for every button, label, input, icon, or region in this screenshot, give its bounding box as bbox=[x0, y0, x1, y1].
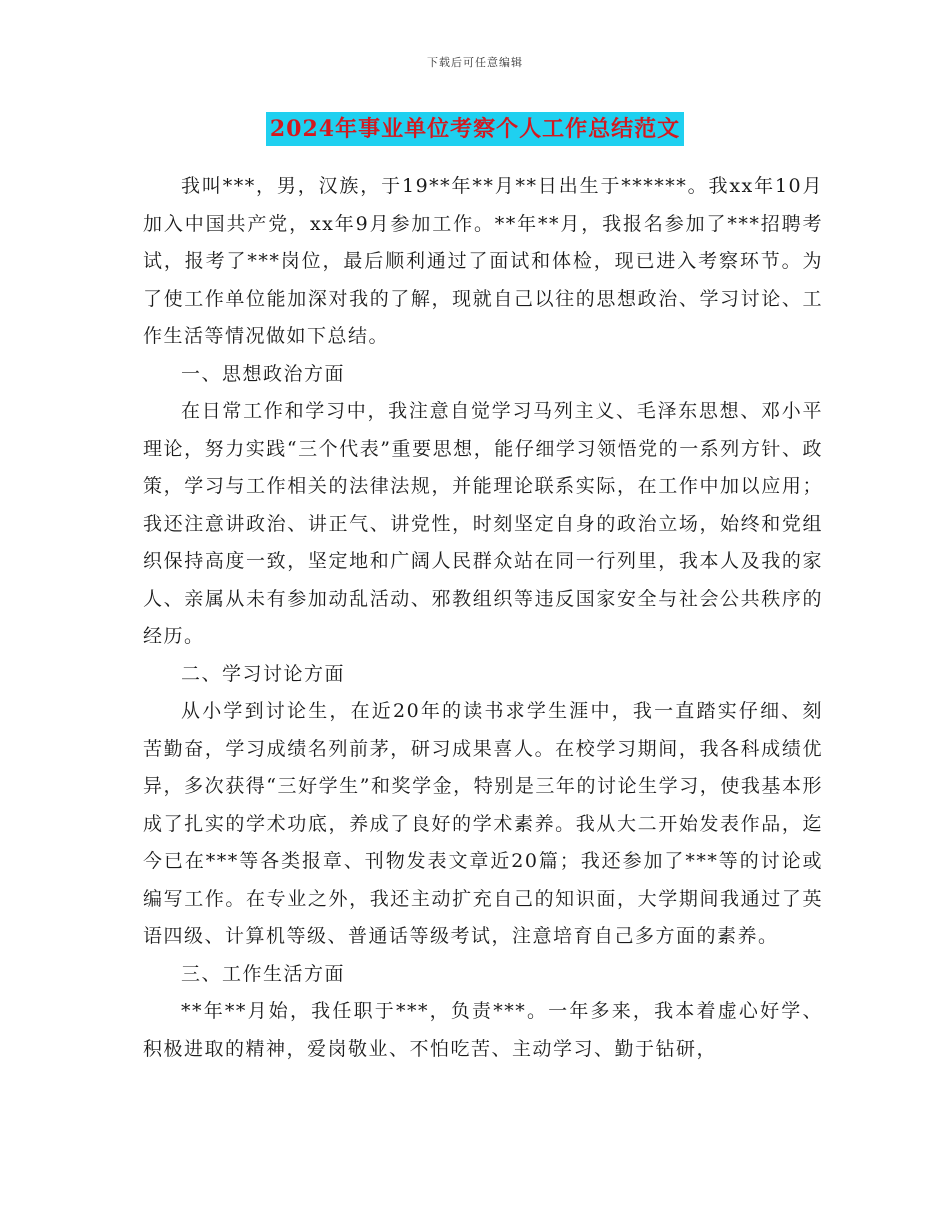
section-paragraph-study: 从小学到讨论生，在近20年的读书求学生涯中，我一直踏实仔细、刻苦勤奋，学习成绩名列前茅，研习成果喜人。在校学习期间，我各科成绩优异，多次获得“三好学生”和奖学金，特别是三年的讨论生学习，使我基本形成了扎实的学术功底，养成了良好的学术素养。我从大二开始发表作品，迄今已在***等各类报章、刊物发表文章近20篇；我还参加了***等的讨论或编写工作。在专业之外，我还主动扩充自己的知识面，大学期间我通过了英语四级、计算机等级、普通话等级考试，注意培育自己多方面的素养。 bbox=[143, 700, 823, 947]
section-heading-political: 一、思想政治方面 bbox=[181, 362, 346, 385]
section-heading-work: 三、工作生活方面 bbox=[181, 962, 346, 985]
section-paragraph-work: **年**月始，我任职于***，负责***。一年多来，我本着虚心好学、积极进取的精神，爱岗敬业、不怕吃苦、主动学习、勤于钻研， bbox=[143, 1000, 823, 1060]
section-paragraph-political: 在日常工作和学习中，我注意自觉学习马列主义、毛泽东思想、邓小平理论，努力实践“三个代表”重要思想，能仔细学习领悟党的一系列方针、政策，学习与工作相关的法律法规，并能理论联系实际，在工作中加以应用；我还注意讲政治、讲正气、讲党性，时刻坚定自身的政治立场，始终和党组织保持高度一致，坚定地和广阔人民群众站在同一行列里，我本人及我的家人、亲属从未有参加动乱活动、邪教组织等违反国家安全与社会公共秩序的经历。 bbox=[143, 400, 823, 647]
intro-paragraph: 我叫***，男，汉族，于19**年**月**日出生于******。我xx年10月加入中国共产党，xx年9月参加工作。**年**月，我报名参加了***招聘考试，报考了***岗位，最后顺利通过了面试和体检，现已进入考察环节。为了使工作单位能加深对我的了解，现就自己以往的思想政治、学习讨论、工作生活等情况做如下总结。 bbox=[143, 175, 823, 347]
document-title: 2024年事业单位考察个人工作总结范文 bbox=[266, 112, 684, 146]
section-heading-study: 二、学习讨论方面 bbox=[181, 662, 346, 685]
document-body bbox=[143, 168, 823, 1068]
title-container bbox=[0, 112, 950, 146]
page-header-note: 下载后可任意编辑 bbox=[427, 56, 523, 69]
